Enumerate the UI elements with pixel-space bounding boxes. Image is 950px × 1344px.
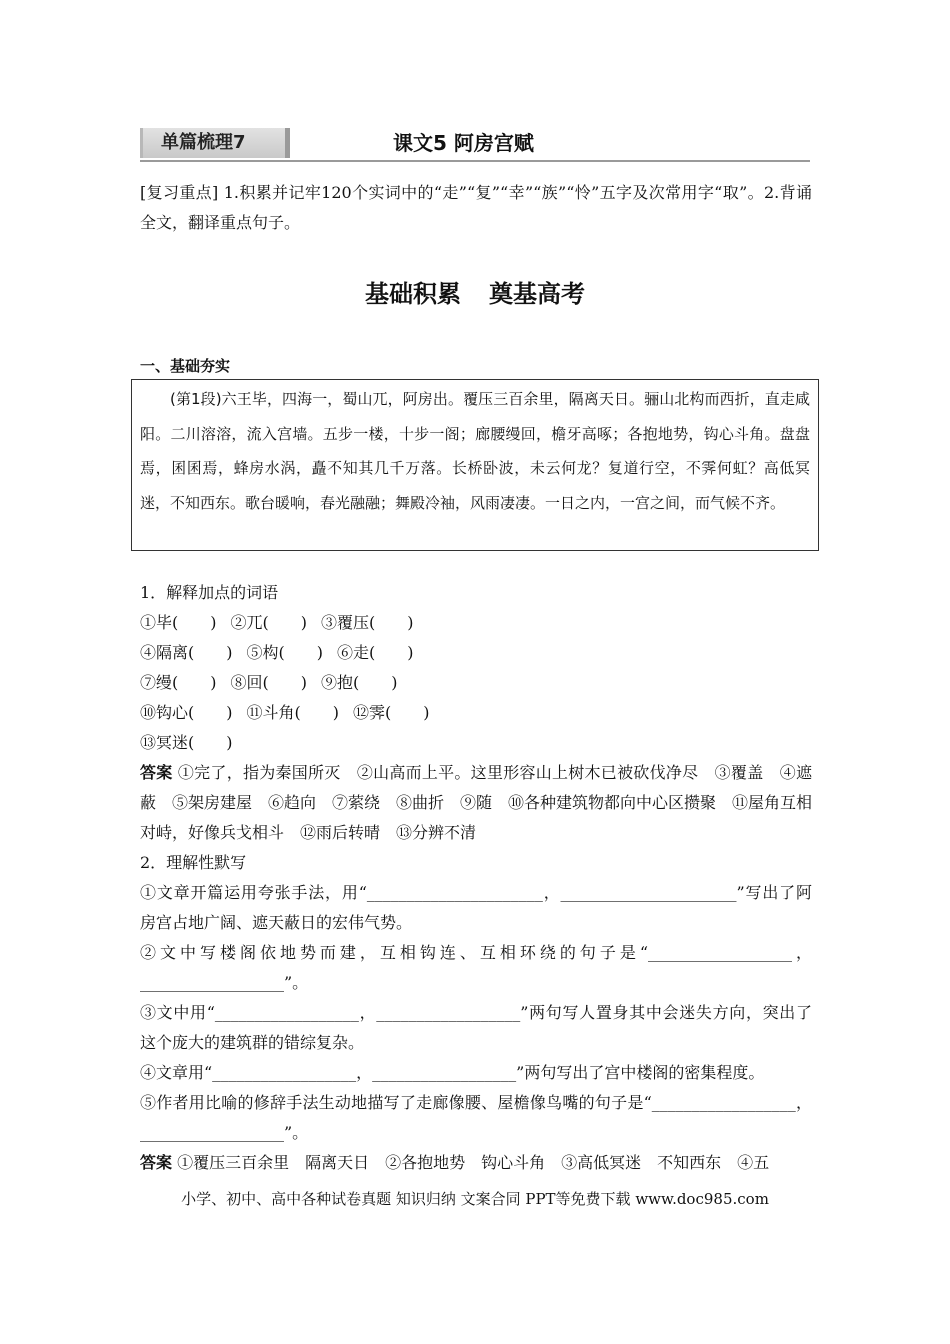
q1-item: ⑦缦( ) xyxy=(140,673,217,692)
answer-text: ①覆压三百余里 隔离天日 ②各抱地势 钩心斗角 ③高低冥迷 不知西东 ④五 xyxy=(172,1153,770,1172)
q1-answer xyxy=(140,758,812,848)
exercise-content xyxy=(140,578,812,1178)
sub-heading: 一、基础夯实 xyxy=(140,357,231,375)
q2-item: ③文中用“__________________，__________________”两句写人置身其中会迷失方向，突出了这个庞大的建筑群的错综复杂。 xyxy=(140,1003,812,1052)
q1-item: ⑫霁( ) xyxy=(353,703,430,722)
q1-item: ⑩钩心( ) xyxy=(140,703,233,722)
q1-title: 1．解释加点的词语 xyxy=(140,583,279,602)
q1-item: ①毕( ) xyxy=(140,613,217,632)
q1-row xyxy=(140,608,812,638)
section-tab: 单篇梳理7 xyxy=(140,128,290,158)
review-text: 1.积累并记牢120个实词中的“走”“复”“幸”“族”“怜”五字及次常用字“取”。2.背诵全文，翻译重点句子。 xyxy=(140,183,812,232)
q2-item: ⑤作者用比喻的修辞手法生动地描写了走廊像腰、屋檐像鸟嘴的句子是“__________________，__________________”。 xyxy=(140,1093,812,1142)
answer-label: 答案 xyxy=(140,763,173,782)
header-rule xyxy=(140,160,810,162)
section-title-part1: 基础积累 xyxy=(365,280,461,308)
section-title xyxy=(0,274,950,309)
passage-text: (第1段)六王毕，四海一，蜀山兀，阿房出。覆压三百余里，隔离天日。骊山北构而西折，直走咸阳。二川溶溶，流入宫墙。五步一楼，十步一阁；廊腰缦回，檐牙高啄；各抱地势，钩心斗角。盘盘焉，囷囷焉，蜂房水涡，矗不知其几千万落。长桥卧波，未云何龙？复道行空，不霁何虹？高低冥迷，不知西东。歌台暖响，春光融融；舞殿冷袖，风雨凄凄。一日之内，一宫之间，而气候不齐。 xyxy=(140,390,810,512)
q1-item: ⑧回( ) xyxy=(230,673,307,692)
q1-item: ⑬冥迷( ) xyxy=(140,733,233,752)
q1-item: ②兀( ) xyxy=(230,613,307,632)
q2-item: ②文中写楼阁依地势而建，互相钩连、互相环绕的句子是“__________________，__________________”。 xyxy=(140,943,812,992)
answer-text: ①完了，指为秦国所灭 ②山高而上平。这里形容山上树木已被砍伐净尽 ③覆盖 ④遮蔽 ⑤架房建屋 ⑥趋向 ⑦萦绕 ⑧曲折 ⑨随 ⑩各种建筑物都向中心区攒聚 ⑪屋角互相对峙，好像兵戈相斗 ⑫雨后转晴 ⑬分辨不清 xyxy=(140,763,813,842)
q1-row xyxy=(140,638,812,668)
lesson-title: 课文5 阿房宫赋 xyxy=(393,131,534,155)
section-title-part2: 奠基高考 xyxy=(489,280,585,308)
q1-row xyxy=(140,698,812,728)
page-footer: 小学、初中、高中各种试卷真题 知识归纳 文案合同 PPT等免费下载 www.doc985.com xyxy=(181,1190,769,1208)
q1-item: ④隔离( ) xyxy=(140,643,233,662)
q2-answer xyxy=(140,1148,812,1178)
q1-row xyxy=(140,668,812,698)
q1-row xyxy=(140,728,812,758)
q2-item: ④文章用“__________________，__________________”两句写出了宫中楼阁的密集程度。 xyxy=(140,1063,765,1082)
page-header xyxy=(140,124,810,162)
review-label: [复习重点] xyxy=(140,183,219,202)
passage-box xyxy=(131,379,819,551)
review-focus xyxy=(140,178,812,238)
q2-title: 2．理解性默写 xyxy=(140,853,247,872)
q1-item: ⑤构( ) xyxy=(246,643,323,662)
answer-label: 答案 xyxy=(140,1153,173,1172)
q1-item: ⑥走( ) xyxy=(337,643,414,662)
q2-item: ①文章开篇运用夸张手法，用“______________________，______________________”写出了阿房宫占地广阔、遮天蔽日的宏伟气势。 xyxy=(140,883,812,932)
q1-item: ⑨抱( ) xyxy=(321,673,398,692)
q1-item: ③覆压( ) xyxy=(321,613,414,632)
q1-item: ⑪斗角( ) xyxy=(246,703,339,722)
